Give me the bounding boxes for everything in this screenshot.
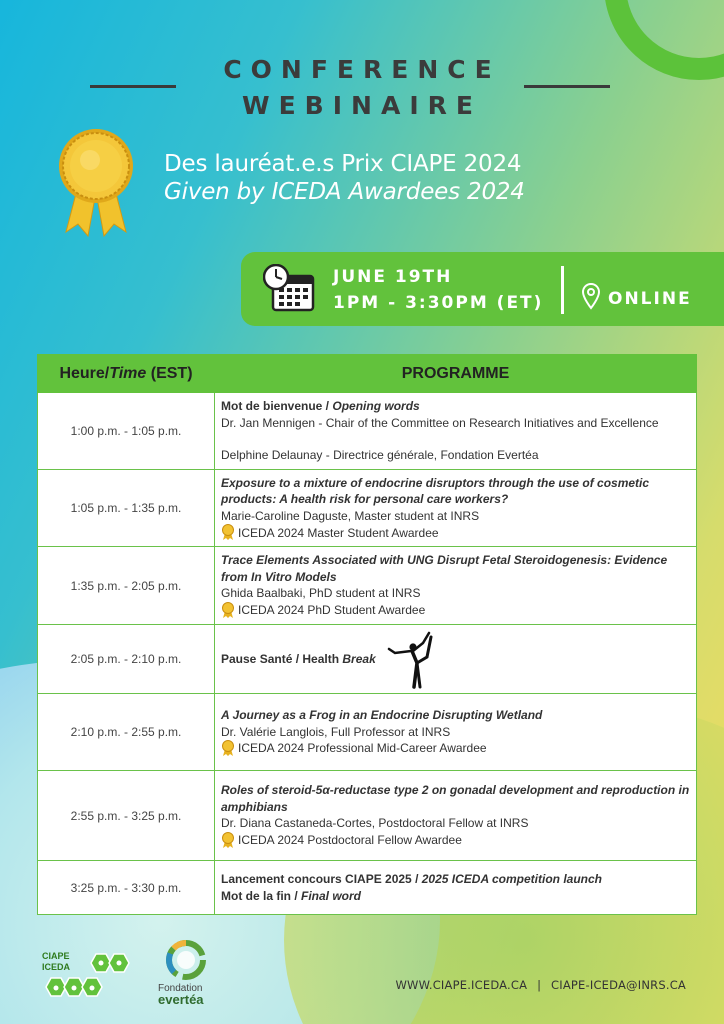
row-content xyxy=(215,625,697,694)
table-row xyxy=(38,771,697,861)
row-line2-fr: Mot de la fin / xyxy=(221,888,301,903)
logo2-line1: Fondation xyxy=(158,983,203,994)
location-pin-icon xyxy=(581,282,601,310)
row-content xyxy=(215,694,697,771)
table-header-row xyxy=(38,355,697,393)
row-speaker: Dr. Valérie Langlois, Full Professor at INRS xyxy=(221,724,451,739)
row-time: 2:55 p.m. - 3:25 p.m. xyxy=(38,771,215,861)
row-content xyxy=(215,470,697,547)
row-title-en: Break xyxy=(342,651,376,666)
row-speaker: Marie-Caroline Daguste, Master student at INRS xyxy=(221,508,480,523)
row-title-fr: Mot de bienvenue / xyxy=(221,399,333,414)
header-rule-right xyxy=(524,85,610,88)
calendar-clock-icon xyxy=(263,264,315,312)
row-title-fr: Pause Santé / Health xyxy=(221,651,343,666)
row-line1: Dr. Jan Mennigen - Chair of the Committee on Research Initiatives and Excellence xyxy=(221,415,659,430)
row-title: Roles of steroid-5α-reductase type 2 on gonadal development and reproduction in amphibians xyxy=(221,783,690,814)
row-content xyxy=(215,393,697,470)
column-header-programme: PROGRAMME xyxy=(215,355,697,393)
row-award-label: ICEDA 2024 Master Student Awardee xyxy=(238,525,439,540)
row-award xyxy=(221,602,690,619)
event-info-bar xyxy=(241,252,724,326)
row-title-en: Opening words xyxy=(332,399,420,414)
award-title xyxy=(164,150,525,206)
event-time: 1PM - 3:30PM (ET) xyxy=(333,293,544,313)
row-content xyxy=(215,861,697,915)
logo2-line2: evertéa xyxy=(158,992,204,1007)
event-location: ONLINE xyxy=(608,289,692,309)
row-time: 2:05 p.m. - 2:10 p.m. xyxy=(38,625,215,694)
col-time-en: Time xyxy=(109,364,147,382)
row-speaker: Ghida Baalbaki, PhD student at INRS xyxy=(221,586,421,601)
header-line1: CONFERENCE xyxy=(223,55,501,84)
row-title: Exposure to a mixture of endocrine disruptors through the use of cosmetic products: A health risk for personal care workers? xyxy=(221,475,650,507)
website-link[interactable]: WWW.CIAPE.ICEDA.CA xyxy=(395,978,528,992)
column-header-time xyxy=(38,355,215,393)
award-medal-icon xyxy=(221,740,235,757)
row-award xyxy=(221,740,690,757)
row-award-label: ICEDA 2024 Professional Mid-Career Awardee xyxy=(238,741,487,756)
table-row xyxy=(38,861,697,915)
table-row xyxy=(38,393,697,470)
event-divider xyxy=(561,266,564,314)
ciape-iceda-logo xyxy=(40,950,132,1008)
header-rule-left xyxy=(90,85,176,88)
row-line2-en: Final word xyxy=(301,888,361,903)
table-row xyxy=(38,470,697,547)
row-line1-en: 2025 ICEDA competition launch xyxy=(421,872,603,886)
table-row xyxy=(38,625,697,694)
row-time: 3:25 p.m. - 3:30 p.m. xyxy=(38,861,215,915)
row-award-label: ICEDA 2024 Postdoctoral Fellow Awardee xyxy=(238,833,462,847)
row-line1-fr: Lancement concours CIAPE 2025 / xyxy=(221,872,422,886)
row-speaker: Dr. Diana Castaneda-Cortes, Postdoctoral Fellow at INRS xyxy=(221,816,529,831)
ciape-iceda-hexagon-icon xyxy=(40,950,132,1008)
fondation-evertea-logo xyxy=(158,938,214,1010)
email-link[interactable]: CIAPE-ICEDA@INRS.CA xyxy=(551,978,686,992)
footer-links xyxy=(395,978,686,992)
row-time: 1:35 p.m. - 2:05 p.m. xyxy=(38,547,215,625)
logo1-line1: CIAPE xyxy=(42,951,70,961)
col-time-fr: Heure/ xyxy=(59,364,110,382)
row-time: 2:10 p.m. - 2:55 p.m. xyxy=(38,694,215,771)
award-title-fr: Des lauréat.e.s Prix CIAPE 2024 xyxy=(164,151,522,177)
row-time: 1:05 p.m. - 1:35 p.m. xyxy=(38,470,215,547)
header-line2: WEBINAIRE xyxy=(242,91,482,120)
footer-separator: | xyxy=(537,978,542,992)
award-title-en: Given by ICEDA Awardees 2024 xyxy=(164,179,525,205)
row-award xyxy=(221,832,690,849)
row-time: 1:00 p.m. - 1:05 p.m. xyxy=(38,393,215,470)
row-award xyxy=(221,524,690,541)
row-line2: Delphine Delaunay - Directrice générale, Fondation Evertéa xyxy=(221,448,539,463)
yoga-pose-icon xyxy=(387,631,435,689)
row-award-label: ICEDA 2024 PhD Student Awardee xyxy=(238,603,426,617)
programme-table xyxy=(37,354,697,915)
event-date-time xyxy=(333,264,543,316)
table-row xyxy=(38,694,697,771)
page-header xyxy=(0,52,724,124)
award-medal-icon xyxy=(221,602,235,619)
row-title: Trace Elements Associated with UNG Disrupt Fetal Steroidogenesis: Evidence from In Vitro Models xyxy=(221,553,668,584)
table-row xyxy=(38,547,697,625)
award-medal-icon xyxy=(221,832,235,849)
evertea-ring-icon xyxy=(158,938,214,1010)
logo1-line2: ICEDA xyxy=(42,962,71,972)
row-content xyxy=(215,547,697,625)
event-date: JUNE 19TH xyxy=(333,267,453,287)
row-content xyxy=(215,771,697,861)
row-title: A Journey as a Frog in an Endocrine Disrupting Wetland xyxy=(221,708,543,722)
medal-icon xyxy=(58,128,134,240)
col-time-suffix: (EST) xyxy=(146,364,193,382)
award-medal-icon xyxy=(221,524,235,541)
